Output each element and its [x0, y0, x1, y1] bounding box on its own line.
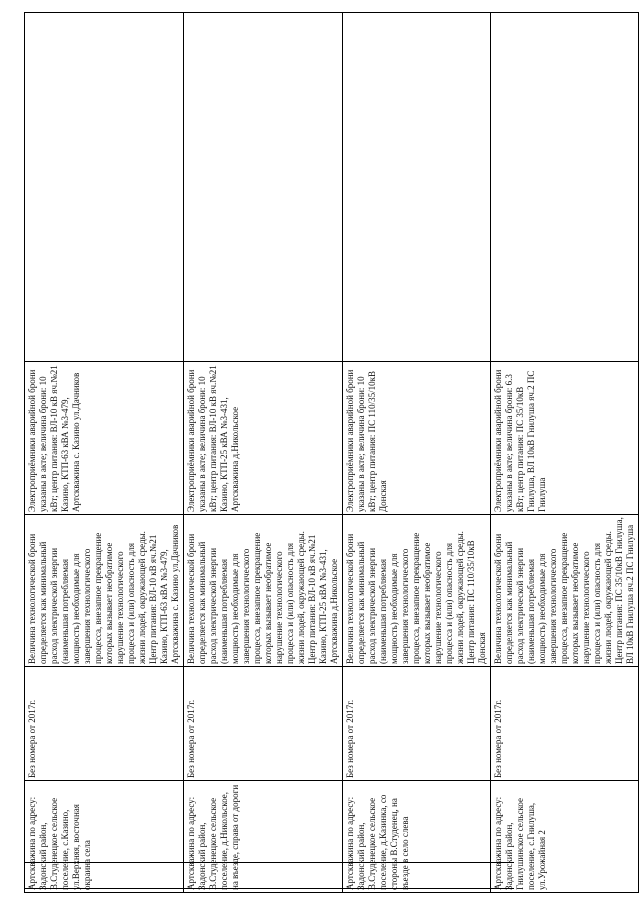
- address-cell: Артскважина по адресу: Задонский район, Гнилушинское сельское поселение, с.Гнилуша, ул.Урожайная 2: [491, 781, 639, 893]
- address-cell: Артскважина по адресу: Задонский район, В.Студенецкое сельское поселение, д.Казинка, со стороны В.Студенец, на въезде в село слева: [343, 781, 491, 893]
- document-cell: Без номера от 2017г.: [25, 667, 184, 781]
- description-cell: Величина технологической брони определяется как минимальный расход электрической энергии (наименьшая потребляемая мощность) необходимые для завершения технологического процесса, внезапное прекращение которых вызывает необратимое нарушение технологического процесса и (или) опасность для жизни людей, окружающей среды. Центр питания: ПС 110/35/10кВ Донская: [343, 515, 491, 667]
- reservation-table: [24, 12, 639, 893]
- address-cell: Артскважина по адресу: Задонский район, В.Студенецкое сельское поселение, с.Казино, ул.Верхняя, восточная окраина села: [25, 781, 184, 893]
- empty-cell: [343, 13, 491, 362]
- footer-rule: [24, 780, 514, 781]
- table-row: [184, 13, 343, 893]
- table-row: [25, 13, 184, 893]
- act-cell: Электроприёмники аварийной брони указаны в акте; величина брони: 6.3 кВт; центр питания: ПС 35/10кВ Гнилуша, ВЛ 10кВ Гнилуша яч.2 ПС Гнилуша: [491, 362, 639, 515]
- footer-rule: [24, 862, 514, 863]
- act-cell: Электроприёмники аварийной брони указаны в акте; величина брони: 10 кВт; центр питания: ВЛ-10 кВ яч.№21 Казино, КТП-63 кВА №3-479, Артскважина с. Казино ул.Дачников: [25, 362, 184, 515]
- document-cell: Без номера от 2017г.: [184, 667, 343, 781]
- address-cell: Артскважина по адресу: Задонский район, В.Студенецкое сельское поселение, д.Никольское, на въезде, справа от дороги: [184, 781, 343, 893]
- table-row: [343, 13, 491, 893]
- empty-cell: [184, 13, 343, 362]
- description-cell: Величина технологической брони определяется как минимальный расход электрической энергии (наименьшая потребляемая мощность) необходимые для завершения технологического процесса, внезапное прекращение которых вызывает необратимое нарушение технологического процесса и (или) опасность для жизни людей, окружающей среды. Центр питания: ВЛ-10 кВ яч.№21 Казино, КТП-63 кВА №3-479, Артскважина с. Казино ул.Дачников: [25, 515, 184, 667]
- empty-cell: [25, 13, 184, 362]
- document-cell: Без номера от 2017г.: [343, 667, 491, 781]
- act-cell: Электроприёмники аварийной брони указаны в акте; величина брони: 10 кВт; центр питания: ПС 110/35/10кВ Донская: [343, 362, 491, 515]
- act-cell: Электроприёмники аварийной брони указаны в акте; величина брони: 10 кВт; центр питания: ВЛ-10 кВ яч.№21 Казино, КТП-25 кВА №3-431, Артскважина д.Никольское: [184, 362, 343, 515]
- description-cell: Величина технологической брони определяется как минимальный расход электрической энергии (наименьшая потребляемая мощность) необходимые для завершения технологического процесса, внезапное прекращение которых вызывает необратимое нарушение технологического процесса и (или) опасность для жизни людей, окружающей среды. Центр питания: ВЛ-10 кВ яч.№21 Казино, КТП-25 кВА №3-431, Артскважина д.Никольское: [184, 515, 343, 667]
- description-cell: Величина технологической брони определяется как минимальный расход электрической энергии (наименьшая потребляемая мощность) необходимые для завершения технологического процесса, внезапное прекращение которых вызывает необратимое нарушение технологического процесса и (или) опасность для жизни людей, окружающей среды. Центр питания: ПС 35/10кВ Гнилуша, ВЛ 10кВ Гнилуша яч.2 ПС Гнилуша: [491, 515, 639, 667]
- footer-rule: [24, 888, 514, 889]
- table-row: [491, 13, 639, 893]
- empty-cell: [491, 13, 639, 362]
- document-cell: Без номера от 2017г.: [491, 667, 639, 781]
